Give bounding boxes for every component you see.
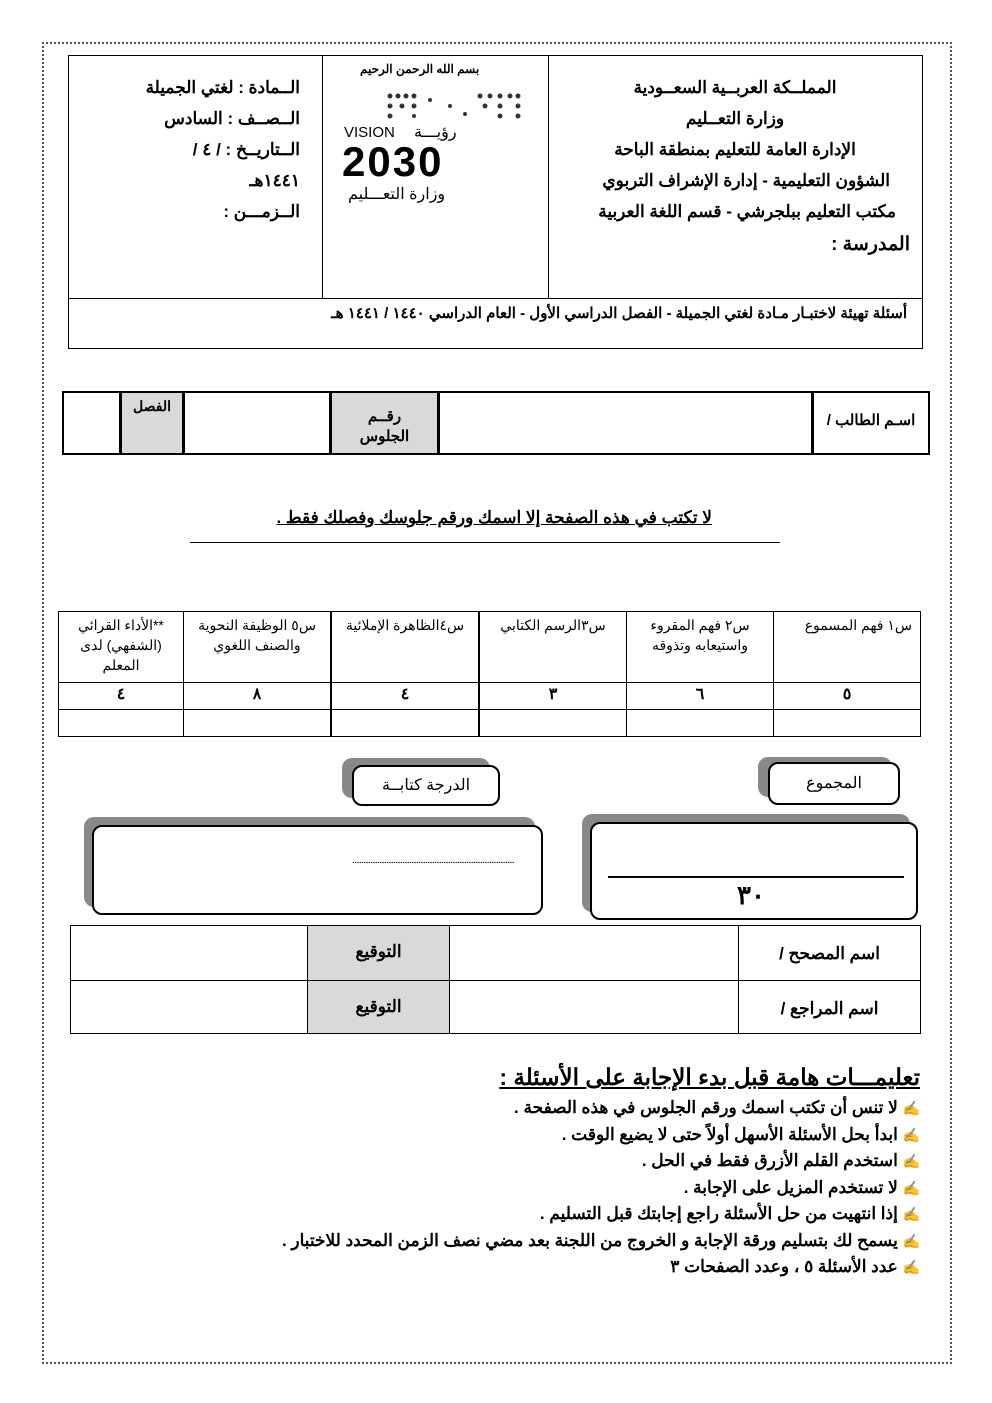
score-header: س٤الظاهرة الإملائية xyxy=(331,611,479,683)
corrector-sign-label: التوقيع xyxy=(307,925,450,981)
reviewer-sign-field[interactable] xyxy=(70,980,308,1034)
score-max-mark: ٣ xyxy=(479,682,627,710)
class-label: الفصل xyxy=(120,391,184,455)
date: الــتاريــخ : / ٤ / xyxy=(192,140,300,159)
seat-number-field[interactable] xyxy=(183,391,331,455)
instruction-text: عدد الأسئلة ٥ ، وعدد الصفحات ٣ xyxy=(670,1257,898,1276)
score-entry-field[interactable] xyxy=(331,709,479,737)
score-header: س١ فهم المسموع xyxy=(773,611,921,683)
basmala: بسم الله الرحمن الرحيم xyxy=(360,62,480,76)
header-line: الشؤون التعليمية - إدارة الإشراف التربوي xyxy=(602,171,890,190)
fraction-line xyxy=(608,876,904,878)
score-entry-field[interactable] xyxy=(183,709,331,737)
score-max-mark: ٦ xyxy=(626,682,774,710)
total-box xyxy=(590,822,918,920)
notice: لا تكتب في هذه الصفحة إلا اسمك ورقم جلوسك وفصلك فقط . xyxy=(276,508,712,527)
corrector-sign-field[interactable] xyxy=(70,925,308,981)
instruction-text: ابدأ بحل الأسئلة الأسهل أولاً حتى لا يضيع الوقت . xyxy=(561,1124,898,1144)
reviewer-name-field[interactable] xyxy=(449,980,739,1034)
student-name-label: اسـم الطالب / xyxy=(812,391,930,455)
score-entry-field[interactable] xyxy=(773,709,921,737)
separator-line xyxy=(190,542,780,543)
total-label: المجموع xyxy=(768,762,900,805)
instruction-text: لا تستخدم المزيل على الإجابة . xyxy=(683,1177,898,1197)
logo-year: 2030 xyxy=(342,138,444,185)
pen-bullet-icon: ✍ xyxy=(902,1206,920,1222)
exam-title: أسئلة تهيئة لاختبـار مـادة لغتي الجميلة - الفصل الدراسي الأول - العام الدراسي ١٤٤٠ / ١٤٤١ هـ xyxy=(331,305,907,322)
reviewer-sign-label: التوقيع xyxy=(307,980,450,1034)
instructions-title: تعليمـــات هامة قبل بدء الإجابة على الأسئلة : xyxy=(499,1064,920,1090)
pen-bullet-icon: ✍ xyxy=(902,1259,920,1275)
exam-info-block xyxy=(100,72,300,227)
divider xyxy=(322,55,323,298)
corrector-name-field[interactable] xyxy=(449,925,739,981)
header-line: الإدارة العامة للتعليم بمنطقة الباحة xyxy=(614,140,856,159)
written-grade-label: الدرجة كتابــة xyxy=(352,765,500,806)
pen-bullet-icon: ✍ xyxy=(902,1179,920,1196)
class-field[interactable] xyxy=(62,391,121,455)
score-entry-field[interactable] xyxy=(58,709,184,737)
date-year: ١٤٤١هـ xyxy=(249,171,300,190)
score-max-mark: ٥ xyxy=(773,682,921,710)
score-header: **الأداء القرائي (الشفهي) لدى المعلم xyxy=(58,611,184,683)
corrector-label: اسم المصحح / xyxy=(738,925,921,981)
score-header: س٥ الوظيفة النحوية والصنف اللغوي xyxy=(183,611,331,683)
score-entry-field[interactable] xyxy=(626,709,774,737)
logo-vision: VISION xyxy=(344,124,395,141)
instruction-item xyxy=(514,1098,920,1118)
header-line: وزارة التعــليم xyxy=(685,109,785,128)
instruction-item xyxy=(282,1231,920,1251)
instruction-item xyxy=(562,1125,920,1145)
school-label: المدرسة : xyxy=(831,234,910,255)
seat-number-label: رقــم الجلوس xyxy=(330,391,439,455)
pen-bullet-icon: ✍ xyxy=(902,1232,920,1249)
logo-ministry: وزارة التعـــليم xyxy=(348,186,446,203)
score-header: س٢ فهم المقروء واستيعابه وتذوقه xyxy=(626,611,774,683)
header-line: مكتب التعليم ببلجرشي - قسم اللغة العربية xyxy=(598,202,896,221)
instruction-text: لا تنس أن تكتب اسمك ورقم الجلوس في هذه الصفحة . xyxy=(514,1098,898,1117)
subject: الــمادة : لغتي الجميلة xyxy=(145,78,300,97)
vision-2030-logo xyxy=(340,88,530,208)
instruction-text: استخدم القلم الأزرق فقط في الحل . xyxy=(641,1151,898,1170)
score-entry-field[interactable] xyxy=(479,709,627,737)
score-max-mark: ٨ xyxy=(183,682,331,710)
ministry-block xyxy=(560,72,910,260)
pen-bullet-icon: ✍ xyxy=(902,1100,920,1116)
pen-bullet-icon: ✍ xyxy=(902,1126,920,1143)
header-line: المملــكة العربــية السعــودية xyxy=(633,78,837,97)
student-name-field[interactable] xyxy=(438,391,813,455)
time: الــزمـــن : xyxy=(223,202,300,221)
instruction-text: إذا انتهيت من حل الأسئلة راجع إجابتك قبل التسليم . xyxy=(539,1204,898,1223)
instruction-text: يسمح لك بتسليم ورقة الإجابة و الخروج من اللجنة بعد مضي نصف الزمن المحدد للاختبار . xyxy=(281,1230,898,1250)
score-max-mark: ٤ xyxy=(331,682,479,710)
score-max-mark: ٤ xyxy=(58,682,184,710)
instruction-item xyxy=(670,1257,920,1277)
written-grade-dots: ........................................................................................... xyxy=(352,855,514,866)
divider xyxy=(548,55,549,298)
total-value: ٣٠ xyxy=(737,880,765,910)
score-header: س٣الرسم الكتابي xyxy=(479,611,627,683)
logo-ruya: رؤيـــة xyxy=(414,124,457,141)
instruction-item xyxy=(684,1178,920,1198)
grade: الــصــف : السادس xyxy=(164,109,300,128)
written-grade-box[interactable] xyxy=(92,825,543,915)
instruction-item xyxy=(642,1151,920,1171)
instruction-item xyxy=(540,1204,920,1224)
reviewer-label: اسم المراجع / xyxy=(738,980,921,1034)
pen-bullet-icon: ✍ xyxy=(902,1153,920,1169)
divider xyxy=(68,298,923,299)
